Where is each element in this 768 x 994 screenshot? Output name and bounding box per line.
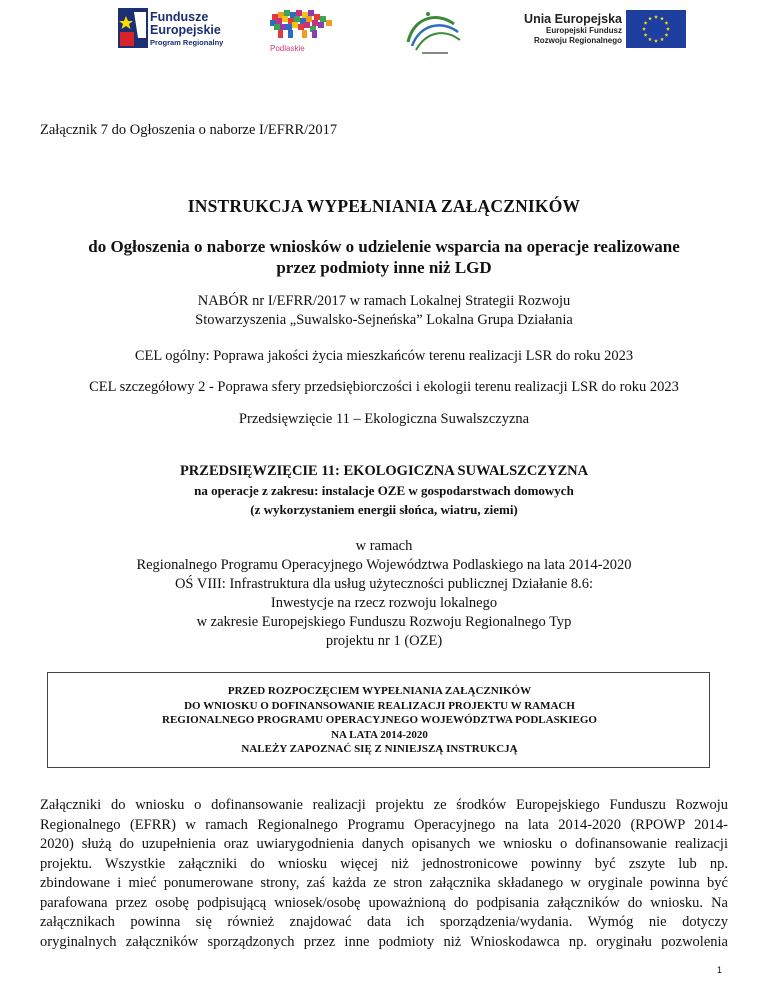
sub-title-line2: przez podmioty inne niż LGD <box>276 258 492 277</box>
program-info-line: projektu nr 1 (OZE) <box>325 633 443 649</box>
eu-logo-line1: Unia Europejska <box>524 12 622 26</box>
paragraph-line: projektu. Wszystkie załączniki do wniosku więcej niż jednostronicowe powinny być zszyte lub np. <box>40 855 728 872</box>
eu-star-icon <box>654 15 658 19</box>
fe-logo-line1: Fundusze <box>150 10 209 24</box>
cel-szczegolowy: CEL szczegółowy 2 - Poprawa sfery przedsiębiorczości i ekologii terenu realizacji LSR do roku 2023 <box>89 379 679 395</box>
program-info-line: Regionalnego Programu Operacyjnego Województwa Podlaskiego na lata 2014-2020 <box>136 557 632 573</box>
przedsiewziecie-heading-line1: PRZEDSIĘWZIĘCIE 11: EKOLOGICZNA SUWALSZCZYZNA <box>179 463 589 479</box>
eu-star-icon <box>666 27 670 31</box>
eu-star-icon <box>648 17 652 21</box>
podlaskie-logo <box>266 8 342 56</box>
przedsiewziecie-line: Przedsięwzięcie 11 – Ekologiczna Suwalszczyzna <box>238 411 530 427</box>
program-info-line: w zakresie Europejskiego Funduszu Rozwoju Regionalnego Typ <box>196 614 572 630</box>
logo-strip <box>0 8 768 58</box>
przedsiewziecie-heading-line3: (z wykorzystaniem energii słońca, wiatru, ziemi) <box>250 502 518 517</box>
sub-title <box>60 236 708 278</box>
fundusze-europejskie-emblem-icon <box>118 8 148 48</box>
unia-europejska-logo <box>512 8 688 52</box>
eu-star-icon <box>642 27 646 31</box>
fundusze-europejskie-logo <box>118 8 228 54</box>
paragraph-line: parafowana przez osobę podpisującą wniosek/osobę upoważnioną do podpisania załączników do wniosku. Na <box>40 894 728 911</box>
eu-star-icon <box>654 39 658 43</box>
eu-star-icon <box>644 33 648 37</box>
eu-flag-icon <box>626 10 686 48</box>
lgd-suwalsko-sejnenska-logo <box>398 8 472 58</box>
paragraph-line: 2020) służą do uzupełnienia oraz uwiarygodnienia danych opisanych we wniosku o dofinansowanie realizacji <box>40 836 728 852</box>
page-number: 1 <box>717 965 723 975</box>
fe-logo-line3: Program Regionalny <box>150 38 224 48</box>
paragraph-line: Regionalnego (EFRR) w ramach Regionalnego Programu Operacyjnego na lata 2014-2020 (RPOWP 2014- <box>40 816 728 833</box>
notice-line: PRZED ROZPOCZĘCIEM WYPEŁNIANIA ZAŁĄCZNIKÓW <box>227 685 532 697</box>
main-title: INSTRUKCJA WYPEŁNIANIA ZAŁĄCZNIKÓW <box>187 196 581 216</box>
program-info-line: w ramach <box>355 538 413 554</box>
paragraph-line: oryginalnych załączników sporządzonych przez inne podmioty niż Wnioskodawca np. oryginału pozwolenia <box>40 933 728 950</box>
eu-star-icon <box>644 21 648 25</box>
attachment-line: Załącznik 7 do Ogłoszenia o naborze I/EFRR/2017 <box>40 122 338 138</box>
notice-text <box>48 684 711 757</box>
eu-star-icon <box>660 17 664 21</box>
przedsiewziecie-heading-line2: na operacje z zakresu: instalacje OZE w gospodarstwach domowych <box>194 483 574 498</box>
fe-logo-line2: Europejskie <box>150 23 221 38</box>
eu-star-icon <box>660 37 664 41</box>
przedsiewziecie-heading <box>0 462 768 519</box>
notice-line: REGIONALNEGO PROGRAMU OPERACYJNEGO WOJEWÓDZTWA PODLASKIEGO <box>162 714 597 726</box>
bison-mosaic-icon <box>266 8 342 44</box>
nabor-line1: NABÓR nr I/EFRR/2017 w ramach Lokalnej Strategii Rozwoju <box>197 293 571 309</box>
body-paragraph <box>40 796 728 952</box>
cel-ogolny: CEL ogólny: Poprawa jakości życia mieszkańców terenu realizacji LSR do roku 2023 <box>134 348 634 364</box>
eu-logo-line2: Europejski Fundusz <box>545 26 622 36</box>
nabor-info <box>0 292 768 330</box>
program-info <box>0 537 768 651</box>
lgd-emblem-icon <box>398 8 472 58</box>
eu-star-icon <box>664 33 668 37</box>
eu-star-icon <box>648 37 652 41</box>
sub-title-line1: do Ogłoszenia o naborze wniosków o udzielenie wsparcia na operacje realizowane <box>88 237 680 256</box>
podlaskie-label: Podlaskie <box>270 44 305 53</box>
paragraph-line: załącznikach powinna się również znajdować data ich sporządzenia/wydania. Wymóg nie dotyczy <box>40 914 728 930</box>
notice-line: NA LATA 2014-2020 <box>331 728 428 741</box>
nabor-line2: Stowarzyszenia „Suwalsko-Sejneńska” Lokalna Grupa Działania <box>195 312 573 328</box>
eu-logo-line3: Rozwoju Regionalnego <box>534 35 622 45</box>
program-info-line: Inwestycje na rzecz rozwoju lokalnego <box>270 595 498 611</box>
notice-line: NALEŻY ZAPOZNAĆ SIĘ Z NINIEJSZĄ INSTRUKCJĄ <box>241 743 518 755</box>
notice-box <box>47 672 710 768</box>
program-info-line: OŚ VIII: Infrastruktura dla usług użyteczności publicznej Działanie 8.6: <box>174 576 594 592</box>
paragraph-line: zbindowane i mieć ponumerowane strony, zaś każda ze stron załącznika składanego w oryginale powinna być <box>40 875 728 891</box>
notice-line: DO WNIOSKU O DOFINANSOWANIE REALIZACJI PROJEKTU W RAMACH <box>184 699 575 712</box>
eu-star-icon <box>664 21 668 25</box>
paragraph-line: Załączniki do wniosku o dofinansowanie realizacji projektu ze środków Europejskiego Funduszu Rozwoju <box>40 797 728 813</box>
